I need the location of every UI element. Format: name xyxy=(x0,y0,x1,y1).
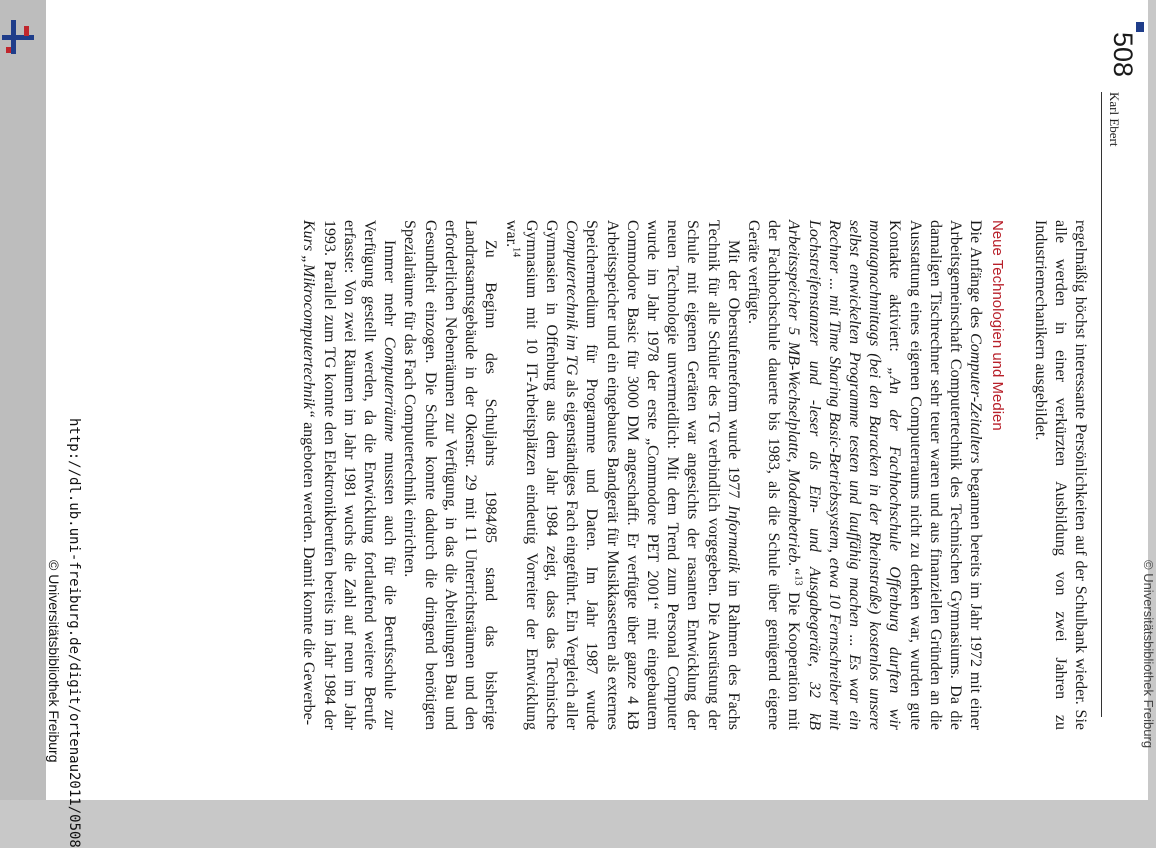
paragraph-intro: regelmäßig höchst interessante Persönlichkeiten auf der Schulbank wieder. Sie alle werden in einer verkürzten Ausbildung von zwei Jahren zu Industriemechanikern ausgebildet. xyxy=(1031,220,1089,730)
paragraph-2: Mit der Oberstufenreform wurde 1977 Informatik im Rahmen des Fachs Technik für alle Schüler des TG verbindlich vorgegeben. Die Ausrüstung der Schule mit eigenen Geräten war angesichts der rasanten Entwicklung der neuen Technologie unvermeidlich: Mit dem Trend zum Personal Computer wurde im Jahr 1978 der erste „Commodore PET 2001“ mit eingebautem Commodore Basic für 3000 DM angeschafft. Er verfügte über ganze 4 kB Arbeitsspeicher und ein eingebautes Bandgerät für Musikkassetten als externes Speichermedium für Programme und Daten. Im Jahr 1987 wurde Computertechnik im TG als eigenständiges Fach eingeführt. Ein Vergleich aller Gymnasien in Offenburg aus dem Jahr 1984 zeigt, dass das Technische Gymnasium mit 10 IT-Arbeitsplätzen eindeutig Vorreiter der Entwicklung war.$^{14}$ xyxy=(502,220,742,731)
footer-copyright: © Universitätsbibliothek Freiburg xyxy=(46,560,62,763)
footnote-ref-13: 13 xyxy=(792,575,804,586)
section-heading: Neue Technologien und Medien xyxy=(989,220,1007,431)
scanned-page xyxy=(46,0,1156,848)
footnote-ref-14: 14 xyxy=(509,247,521,258)
paragraph-4: Immer mehr Computerräume mussten auch für die Berufsschule zur Verfügung gestellt werden, da die Entwicklung fortlaufend weitere Berufe erfasste: Von zwei Räumen im Jahr 1981 wuchs die Zahl auf neun im Jahr 1993. Parallel zum TG konnte den Elektronikberufen bereits im Jahr 1984 der Kurs „Mikrocomputertechnik“ angeboten werden. Damit konnte die Gewerbe- xyxy=(300,220,399,730)
running-head: Karl Ebert xyxy=(1107,92,1122,147)
top-cut-copyright: © Universitätsbibliothek Freiburg xyxy=(1141,560,1156,749)
footer-url-link[interactable]: http://dl.ub.uni-freiburg.de/digit/ortenau2011/0508 xyxy=(66,418,82,848)
viewer-left-margin xyxy=(0,0,46,800)
paragraph-1: Die Anfänge des Computer-Zeitalters begannen bereits im Jahr 1972 mit einer Arbeitsgemeinschaft Computertechnik des Technischen Gymnasiums. Da die damaligen Tischrechner sehr teuer waren und aus finanziellen Gründen an die Ausstattung eines eigenen Computerraums nicht zu denken war, wurden gute Kontakte aktiviert: „An der Fachhochschule Offenburg durften wir montagnachmittags (bei den Baracken in der Rheinstraße) kostenlos unsere selbst entwickelten Programme testen und lauffähig machen ... Es war ein Rechner ... mit Time Sharing Basic-Betriebssystem, etwa 10 Fernschreiber mit Lochstreifenstanzer und -leser als Ein- und Ausgabegeräte, 32 kB Arbeitsspeicher 5 MB-Wechselplatte, Modembetrieb.“$^{13}$ Die Kooperation mit der Fachhochschule dauerte bis 1983, als die Schule über genügend eigene Geräte verfügte. xyxy=(744,220,985,731)
rotated-page-content xyxy=(46,0,1156,848)
library-logo-icon xyxy=(0,6,46,52)
header-rule xyxy=(1101,92,1102,717)
page-number: 508 xyxy=(1108,32,1138,78)
body-text xyxy=(298,220,1090,730)
paragraph-3: Zu Beginn des Schuljahrs 1984/85 stand das bisherige Landratsamtsgebäude in der Okenstr. 29 mit 11 Unterrichtsräumen und den erforderlichen Nebenräumen zur Verfügung, in das die Abteilungen Bau und Gesundheit einzogen. Die Schule konnte dadurch die dringend benötigten Spezialräume für das Fach Computertechnik einrichten. xyxy=(401,220,500,730)
